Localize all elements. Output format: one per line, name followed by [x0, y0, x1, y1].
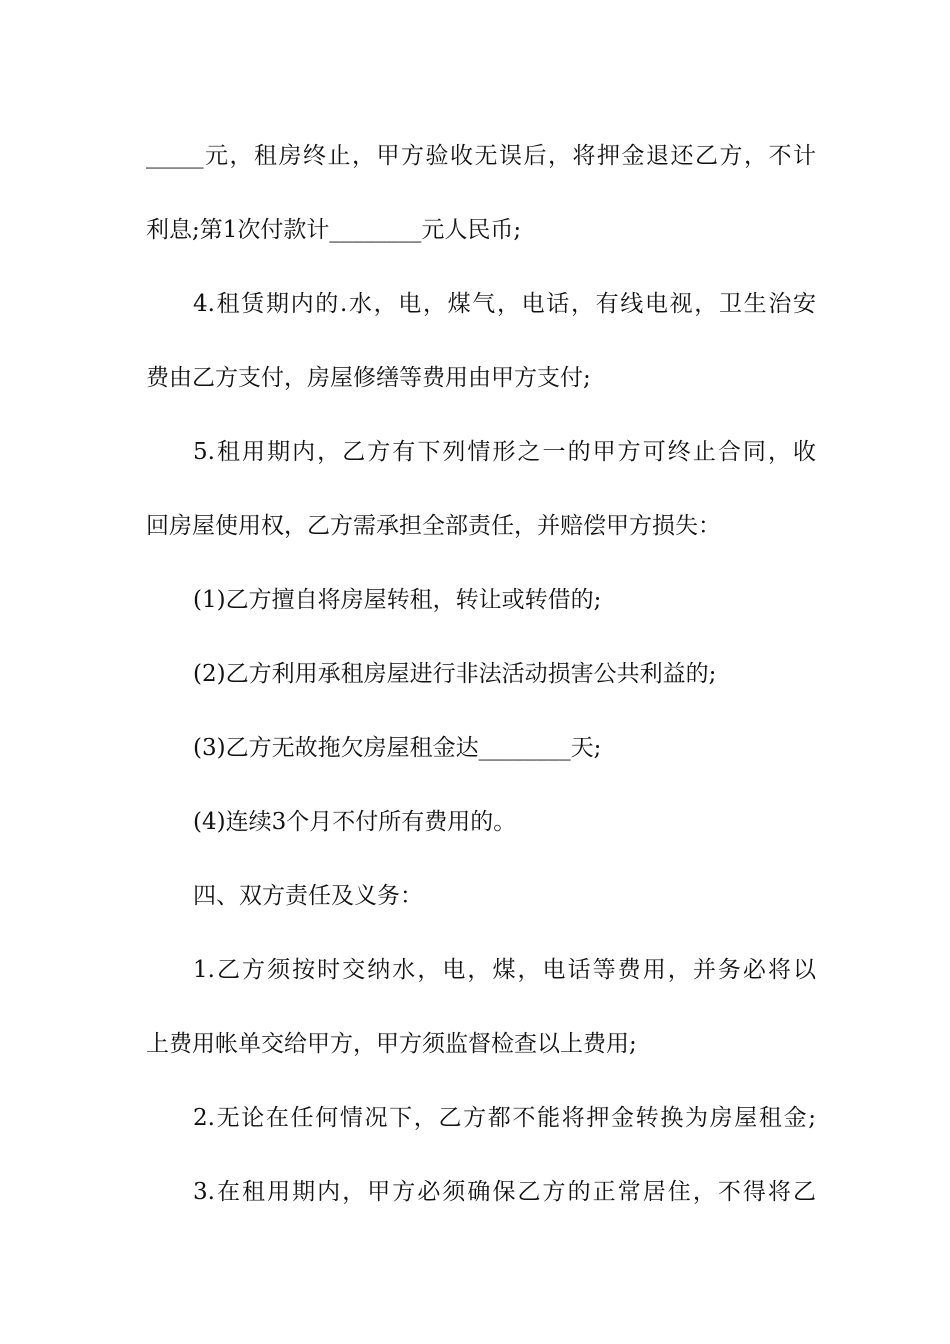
section-heading: 四、双方责任及义务：: [193, 883, 423, 909]
text-line-8: (2)乙方利用承租房屋进行非法活动损害公共利益的;: [193, 661, 717, 687]
text-line-9: (3)乙方无故拖欠房屋租金达________天;: [193, 735, 602, 761]
text-line-12: 1.乙方须按时交纳水，电，煤，电话等费用，并务必将以: [193, 957, 816, 983]
text-line-7: (1)乙方擅自将房屋转租，转让或转借的;: [193, 587, 602, 613]
text-line-1: _____元，租房终止，甲方验收无误后，将押金退还乙方，不计: [146, 143, 816, 169]
text-line-3: 4.租赁期内的.水，电，煤气，电话，有线电视，卫生治安: [193, 291, 816, 317]
text-line-14: 2.无论在任何情况下，乙方都不能将押金转换为房屋租金;: [193, 1105, 816, 1131]
text-line-13: 上费用帐单交给甲方，甲方须监督检查以上费用;: [146, 1031, 637, 1057]
text-line-5: 5.租用期内，乙方有下列情形之一的甲方可终止合同，收: [193, 439, 816, 465]
text-line-2: 利息;第1次付款计________元人民币;: [146, 217, 522, 243]
text-line-6: 回房屋使用权，乙方需承担全部责任，并赔偿甲方损失：: [146, 513, 721, 539]
text-line-15: 3.在租用期内，甲方必须确保乙方的正常居住，不得将乙: [193, 1179, 816, 1205]
text-line-10: (4)连续3个月不付所有费用的。: [193, 809, 517, 835]
text-line-4: 费由乙方支付，房屋修缮等费用由甲方支付;: [146, 365, 591, 391]
